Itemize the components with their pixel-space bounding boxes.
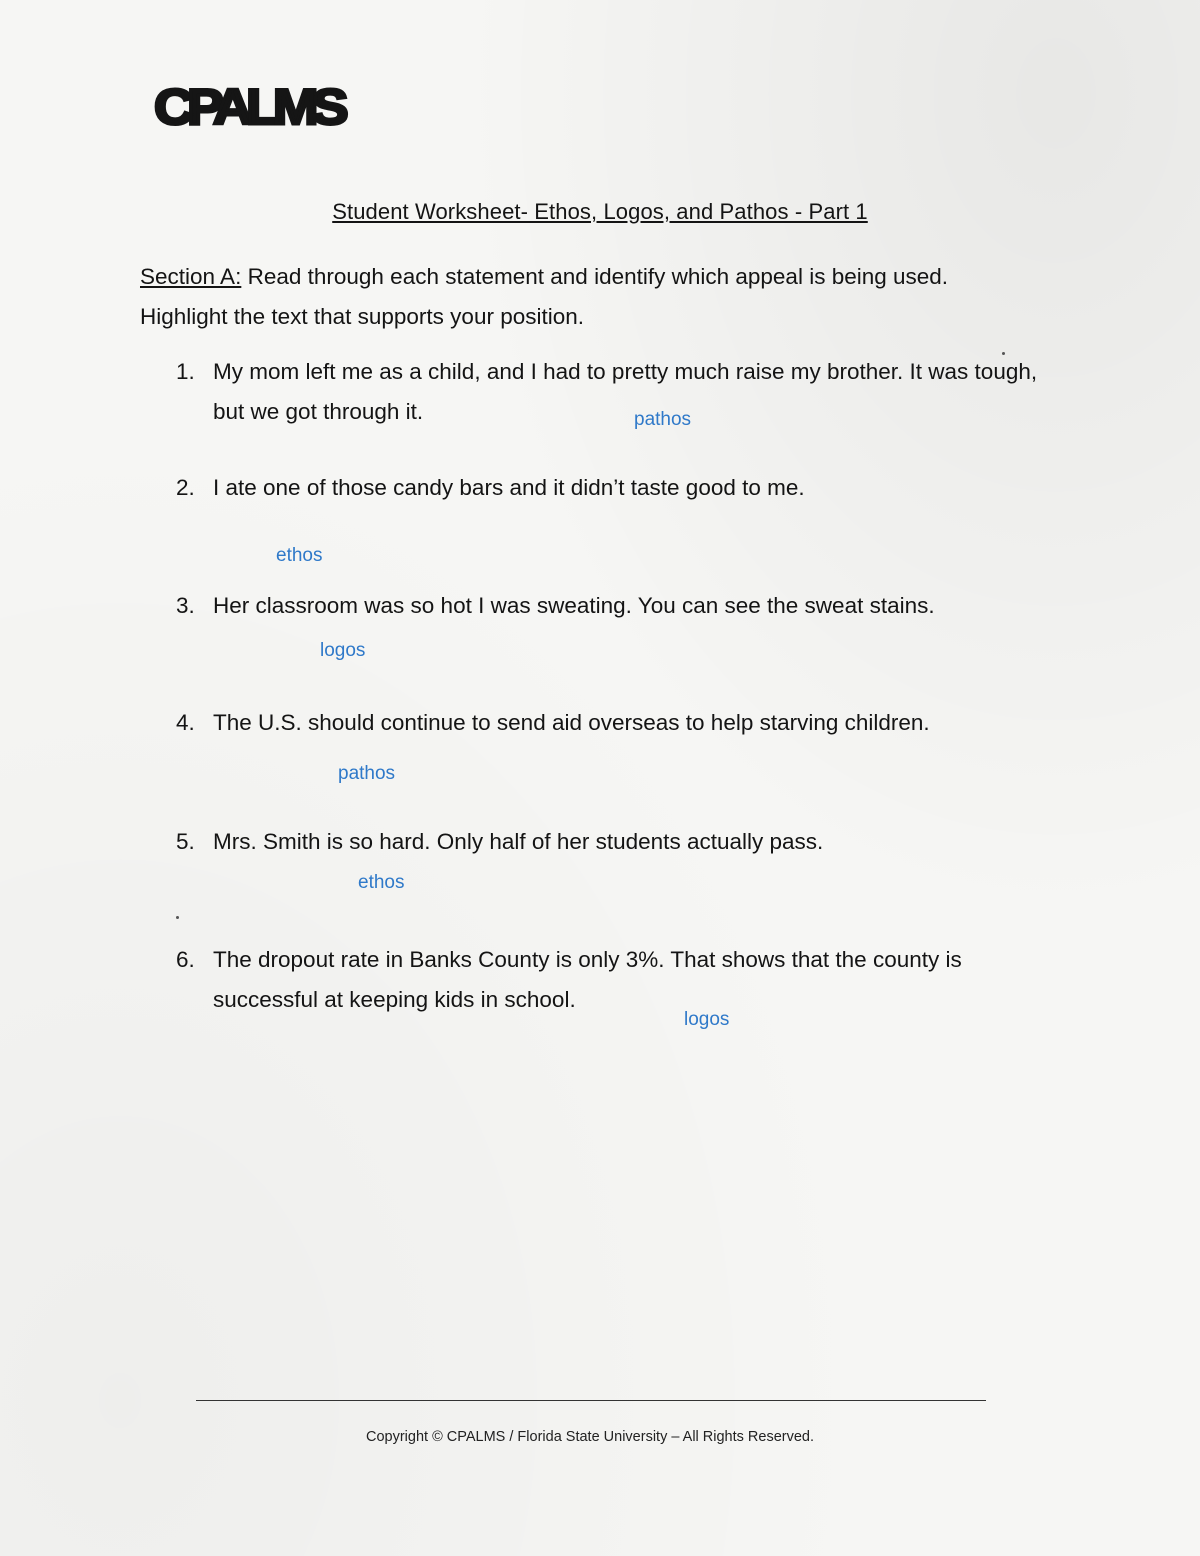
question-6 [176,940,1066,1020]
question-text: My mom left me as a child, and I had to pretty much raise my brother. It was tough, but we got through it. [213,359,1038,424]
question-text: The dropout rate in Banks County is only 3%. That shows that the county is successful at keeping kids in school. [213,947,962,1012]
question-number: 3. [176,593,195,618]
question-number: 5. [176,829,195,854]
answer-6: logos [684,1009,730,1030]
question-number: 1. [176,359,195,384]
section-a-instructions [140,257,1080,337]
question-text: Her classroom was so hot I was sweating. You can see the sweat stains. [213,593,935,618]
answer-5: ethos [358,872,405,893]
question-2 [176,468,1066,508]
scan-speck [176,916,179,919]
question-3 [176,586,1066,626]
svg-text:CPALMS: CPALMS [154,79,348,135]
answer-1: pathos [634,409,692,430]
copyright-notice: Copyright © CPALMS / Florida State University – All Rights Reserved. [366,1429,814,1445]
instruction-line-1: Read through each statement and identify which appeal is being used. [241,264,949,289]
answer-3: logos [320,640,366,661]
question-4 [176,703,1066,743]
question-text: The U.S. should continue to send aid overseas to help starving children. [213,710,930,735]
question-number: 4. [176,710,195,735]
question-text: Mrs. Smith is so hard. Only half of her students actually pass. [213,829,824,854]
question-number: 6. [176,947,195,972]
worksheet-title: Student Worksheet- Ethos, Logos, and Pathos - Part 1 [332,199,868,224]
question-number: 2. [176,475,195,500]
section-label: Section A: [140,264,242,289]
question-1 [176,352,1066,432]
answer-2: ethos [276,545,323,566]
answer-4: pathos [338,763,396,784]
cpalms-logo [150,66,350,146]
question-text: I ate one of those candy bars and it didn’t taste good to me. [213,475,805,500]
question-5 [176,822,1066,862]
footer-divider [196,1400,986,1401]
instruction-line-2: Highlight the text that supports your position. [140,304,585,329]
scan-speck [1002,352,1005,355]
